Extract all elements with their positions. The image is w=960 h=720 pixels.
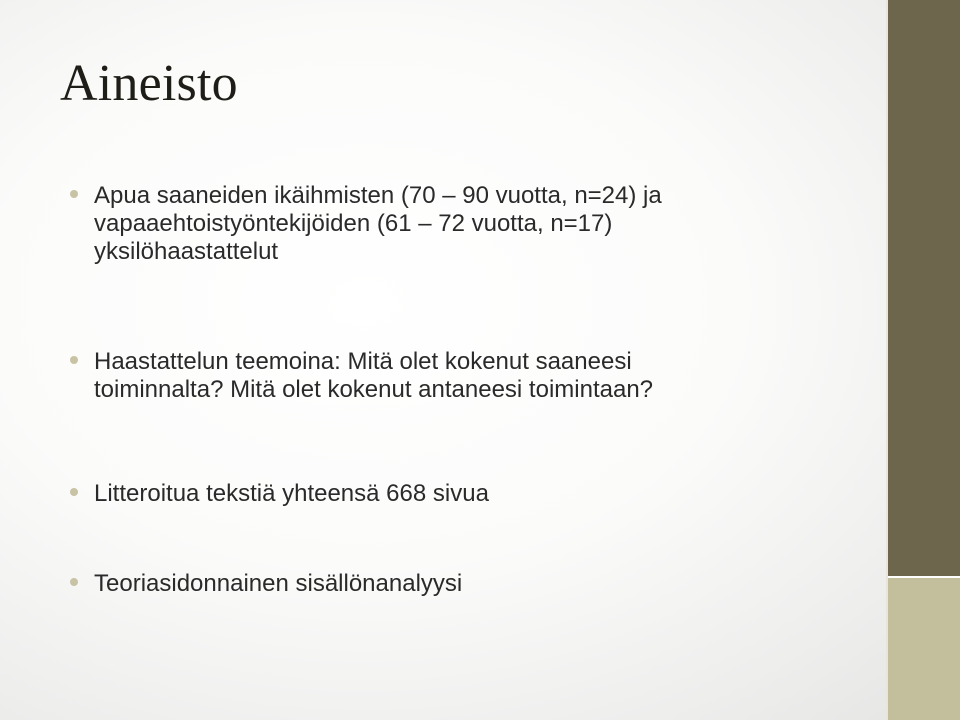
- bullet-text-4: Teoriasidonnainen sisällönanalyysi: [94, 570, 463, 597]
- bullet-item-3: [70, 480, 850, 508]
- bullet-dot-icon: [70, 356, 78, 364]
- slide-title: Aineisto: [60, 55, 238, 112]
- bullet-dot-icon: [70, 578, 78, 586]
- bullet-text-3: Litteroitua tekstiä yhteensä 668 sivua: [94, 480, 489, 507]
- bullet-dot-icon: [70, 488, 78, 496]
- bullet-item-1: [70, 182, 850, 266]
- side-accent-bar-dark: [888, 0, 960, 576]
- bullet-text-2: Haastattelun teemoina: Mitä olet kokenut saaneesi toiminnalta? Mitä olet kokenut antaneesi toimintaan?: [94, 348, 654, 403]
- bullet-dot-icon: [70, 190, 78, 198]
- bullet-text-1: Apua saaneiden ikäihmisten (70 – 90 vuotta, n=24) ja vapaaehtoistyöntekijöiden (61 – 72 vuotta, n=17) yksilöhaastattelut: [94, 182, 662, 265]
- bullet-item-4: [70, 570, 850, 598]
- bullet-item-2: [70, 348, 850, 404]
- side-accent-bar-light: [888, 578, 960, 720]
